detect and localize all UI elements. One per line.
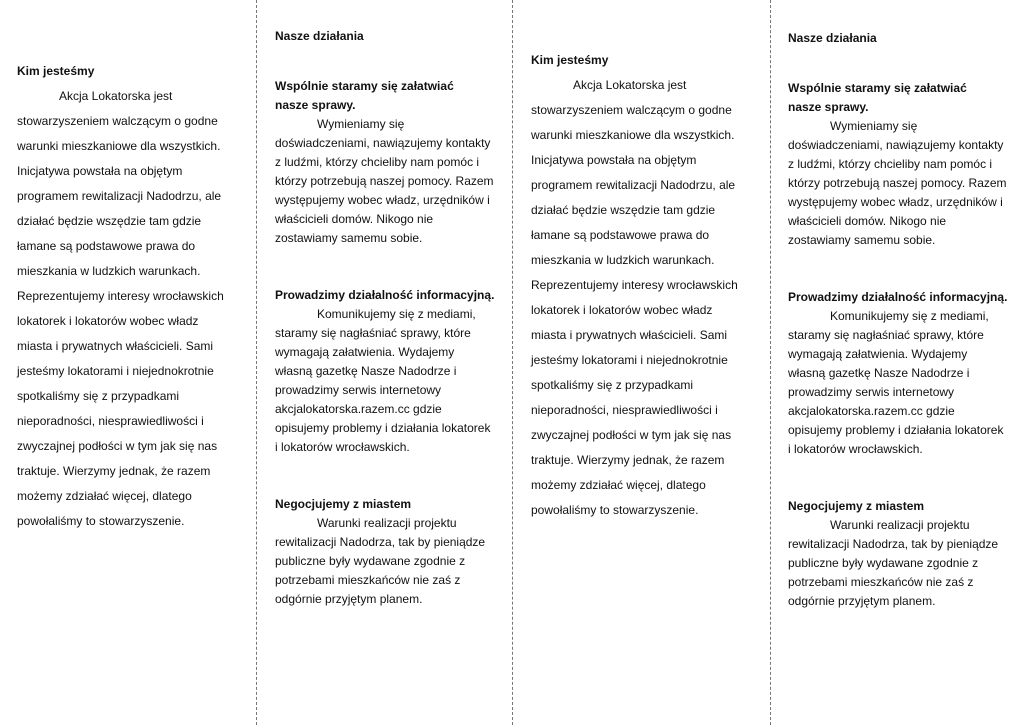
kim-line: miasta i prywatnych właścicieli. Sami	[17, 339, 214, 353]
kim-line: spotkaliśmy się z przypadkami	[531, 378, 694, 392]
kim-line: Reprezentujemy interesy wrocławskich	[531, 278, 738, 292]
kim-line: Akcja Lokatorska jest	[59, 89, 173, 103]
body-line: odgórnie przyjętym planem.	[275, 592, 423, 606]
body-line: wymagają załatwienia. Wydajemy	[275, 345, 455, 359]
body-line: rewitalizacji Nadodrza, tak by pieniądze	[788, 537, 999, 551]
body-line: którzy potrzebują naszej pomocy. Razem	[788, 176, 1007, 190]
body-line: z ludźmi, którzy chcieliby nam pomóc i	[275, 155, 480, 169]
body-line: publiczne były wydawane zgodnie z	[275, 554, 466, 568]
kim-line: programem rewitalizacji Nadodrzu, ale	[531, 178, 736, 192]
body-line: potrzebami mieszkańców nie zaś z	[788, 575, 974, 589]
panel-kim-jestesmy-left	[17, 59, 253, 534]
body-line: i lokatorów wrocławskich.	[275, 440, 410, 454]
kim-line: łamane są podstawowe prawa do	[531, 228, 710, 242]
kim-line: traktuje. Wierzymy jednak, że razem	[531, 453, 725, 467]
kim-line: stowarzyszeniem walczącym o godne	[531, 103, 732, 117]
kim-line: mieszkania w ludzkich warunkach.	[17, 264, 201, 278]
kim-line: stowarzyszeniem walczącym o godne	[17, 114, 218, 128]
body-line: publiczne były wydawane zgodnie z	[788, 556, 979, 570]
body-line: Komunikujemy się z mediami,	[830, 309, 989, 323]
body-line: własną gazetkę Nasze Nadodrze i	[788, 366, 970, 380]
section-heading: Negocjujemy z miastem	[788, 499, 925, 513]
kim-line: spotkaliśmy się z przypadkami	[17, 389, 180, 403]
panel-nasze-dzialania-right	[788, 29, 1020, 611]
kim-line: Inicjatywa powstała na objętym	[531, 153, 697, 167]
kim-line: możemy zdziałać więcej, dlatego	[17, 489, 192, 503]
section-heading: Prowadzimy działalność informacyjną.	[788, 290, 1008, 304]
body-line: doświadczeniami, nawiązujemy kontakty	[275, 136, 491, 150]
body-line: Warunki realizacji projektu	[830, 518, 970, 532]
body-line: występujemy wobec władz, urzędników i	[275, 193, 490, 207]
body-line: akcjalokatorska.razem.cc gdzie	[788, 404, 955, 418]
kim-line: powołaliśmy to stowarzyszenie.	[17, 514, 185, 528]
kim-line: programem rewitalizacji Nadodrzu, ale	[17, 189, 222, 203]
body-line: opisujemy problemy i działania lokatorek	[788, 423, 1004, 437]
kim-line: traktuje. Wierzymy jednak, że razem	[17, 464, 211, 478]
body-line: występujemy wobec władz, urzędników i	[788, 195, 1003, 209]
kim-line: działać będzie wszędzie tam gdzie	[531, 203, 716, 217]
body-line: prowadzimy serwis internetowy	[788, 385, 955, 399]
section-heading: nasze sprawy.	[275, 98, 356, 112]
body-line: opisujemy problemy i działania lokatorek	[275, 421, 491, 435]
kim-line: zwyczajnej podłości w tym jak się nas	[17, 439, 218, 453]
kim-line: zwyczajnej podłości w tym jak się nas	[531, 428, 732, 442]
kim-line: jesteśmy lokatorami i niejednokrotnie	[531, 353, 728, 367]
section-heading: Wspólnie staramy się załatwiać	[275, 79, 454, 93]
kim-line: nieporadności, niesprawiedliwości i	[17, 414, 204, 428]
panel-nasze-dzialania-left	[275, 27, 509, 609]
body-line: właścicieli domów. Nikogo nie	[275, 212, 434, 226]
fold-line-3	[770, 0, 771, 725]
kim-heading: Kim jesteśmy	[17, 64, 95, 78]
kim-line: Reprezentujemy interesy wrocławskich	[17, 289, 224, 303]
body-line: doświadczeniami, nawiązujemy kontakty	[788, 138, 1004, 152]
kim-line: działać będzie wszędzie tam gdzie	[17, 214, 202, 228]
kim-line: miasta i prywatnych właścicieli. Sami	[531, 328, 728, 342]
kim-line: łamane są podstawowe prawa do	[17, 239, 196, 253]
kim-line: warunki mieszkaniowe dla wszystkich.	[17, 139, 221, 153]
kim-line: możemy zdziałać więcej, dlatego	[531, 478, 706, 492]
body-line: odgórnie przyjętym planem.	[788, 594, 936, 608]
body-line: wymagają załatwienia. Wydajemy	[788, 347, 968, 361]
nasze-heading: Nasze działania	[788, 31, 877, 45]
body-line: rewitalizacji Nadodrza, tak by pieniądze	[275, 535, 486, 549]
kim-line: powołaliśmy to stowarzyszenie.	[531, 503, 699, 517]
body-line: potrzebami mieszkańców nie zaś z	[275, 573, 461, 587]
fold-line-1	[256, 0, 257, 725]
kim-line: lokatorek i lokatorów wobec władz	[17, 314, 199, 328]
kim-line: warunki mieszkaniowe dla wszystkich.	[531, 128, 735, 142]
section-heading: Prowadzimy działalność informacyjną.	[275, 288, 495, 302]
body-line: Komunikujemy się z mediami,	[317, 307, 476, 321]
body-line: którzy potrzebują naszej pomocy. Razem	[275, 174, 494, 188]
body-line: właścicieli domów. Nikogo nie	[788, 214, 947, 228]
body-line: Wymieniamy się	[317, 117, 405, 131]
nasze-heading: Nasze działania	[275, 29, 364, 43]
kim-line: Akcja Lokatorska jest	[573, 78, 687, 92]
body-line: akcjalokatorska.razem.cc gdzie	[275, 402, 442, 416]
body-line: Warunki realizacji projektu	[317, 516, 457, 530]
kim-line: nieporadności, niesprawiedliwości i	[531, 403, 718, 417]
body-line: z ludźmi, którzy chcieliby nam pomóc i	[788, 157, 993, 171]
body-line: i lokatorów wrocławskich.	[788, 442, 923, 456]
section-heading: nasze sprawy.	[788, 100, 869, 114]
body-line: staramy się nagłaśniać sprawy, które	[275, 326, 471, 340]
body-line: zostawiamy samemu sobie.	[275, 231, 423, 245]
kim-line: Inicjatywa powstała na objętym	[17, 164, 183, 178]
section-heading: Negocjujemy z miastem	[275, 497, 412, 511]
section-heading: Wspólnie staramy się załatwiać	[788, 81, 967, 95]
kim-line: lokatorek i lokatorów wobec władz	[531, 303, 713, 317]
kim-heading: Kim jesteśmy	[531, 53, 609, 67]
fold-line-2	[512, 0, 513, 725]
body-line: Wymieniamy się	[830, 119, 918, 133]
body-line: staramy się nagłaśniać sprawy, które	[788, 328, 984, 342]
panel-kim-jestesmy-right	[531, 48, 767, 523]
kim-line: jesteśmy lokatorami i niejednokrotnie	[17, 364, 214, 378]
body-line: własną gazetkę Nasze Nadodrze i	[275, 364, 457, 378]
kim-line: mieszkania w ludzkich warunkach.	[531, 253, 715, 267]
body-line: prowadzimy serwis internetowy	[275, 383, 442, 397]
body-line: zostawiamy samemu sobie.	[788, 233, 936, 247]
